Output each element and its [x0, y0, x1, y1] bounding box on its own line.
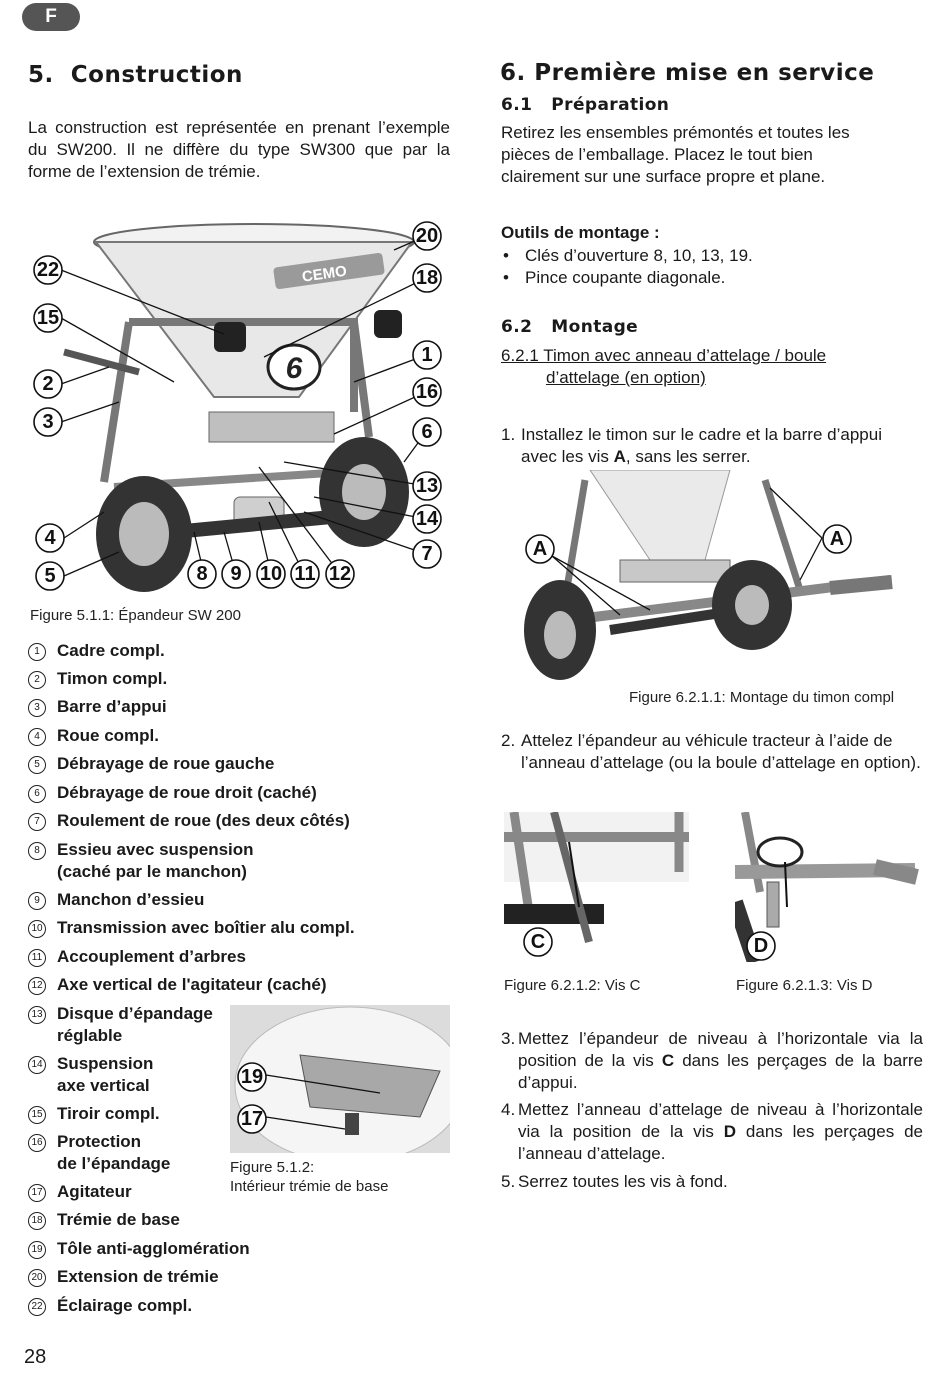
- subsection-title: Montage: [551, 317, 639, 337]
- subsection-title: Préparation: [551, 95, 670, 115]
- subsection-number: 6.1: [501, 95, 533, 115]
- step-text: , sans les serrer.: [625, 447, 751, 466]
- part-number: 15: [28, 1106, 46, 1124]
- figure-screw-d: [735, 812, 920, 962]
- list-item: [28, 1266, 458, 1295]
- callout: C: [530, 931, 546, 953]
- part-number: 4: [28, 728, 46, 746]
- part-number: 1: [28, 643, 46, 661]
- list-item: [28, 725, 458, 753]
- callout: 17: [240, 1108, 264, 1130]
- page-number: 28: [24, 1346, 47, 1368]
- figure-screw-c: [504, 812, 689, 962]
- part-label: Barre d’appui: [57, 697, 167, 716]
- subsection-number: 6.2: [501, 317, 533, 337]
- spreader-illustration: [24, 212, 454, 602]
- part-number: 5: [28, 756, 46, 774]
- list-item: [28, 1238, 458, 1266]
- part-number: 18: [28, 1212, 46, 1230]
- figure-hopper-interior: [230, 1005, 450, 1153]
- screw-c-illustration: [504, 812, 689, 962]
- subsection-6-1-heading: [501, 95, 669, 115]
- callout: 18: [415, 267, 439, 289]
- step-4: [501, 1099, 923, 1165]
- callout: 16: [415, 381, 439, 403]
- step-bold: D: [723, 1122, 737, 1141]
- step-number: 1.: [501, 425, 516, 444]
- hopper-interior-illustration: [230, 1005, 450, 1153]
- callout: 2: [42, 373, 54, 395]
- part-label: Transmission avec boîtier alu compl.: [57, 918, 355, 937]
- section-6-number: 6.: [500, 60, 526, 86]
- caption-line: Figure 5.1.2:: [230, 1159, 315, 1176]
- part-number: 19: [28, 1241, 46, 1259]
- callout: 4: [44, 527, 56, 549]
- part-number: 17: [28, 1184, 46, 1202]
- callout: 9: [230, 563, 242, 585]
- part-number: 13: [28, 1006, 46, 1024]
- section-5-heading: [28, 62, 243, 88]
- part-label: Débrayage de roue gauche: [57, 754, 275, 773]
- parts-list: [28, 640, 458, 1323]
- step-text: dans les perçages de la barre d’appui.: [518, 1051, 924, 1092]
- part-label: Manchon d’essieu: [57, 890, 205, 909]
- section-6-title: Première mise en service: [534, 60, 875, 86]
- figure-6-2-1-1-caption: Figure 6.2.1.1: Montage du timon compl: [629, 689, 895, 706]
- step-text: Installez le timon sur le cadre et la barre d’appui avec les vis: [521, 425, 882, 466]
- callout: 3: [42, 411, 54, 433]
- section-6-heading: [500, 60, 874, 86]
- callout: 20: [415, 225, 439, 247]
- language-badge: F: [22, 3, 80, 31]
- part-label: Extension de trémie: [57, 1267, 219, 1286]
- callout: 6: [421, 421, 433, 443]
- section-5-intro: La construction est représentée en prenant l’exemple du SW200. Il ne diffère du type SW300 que par la forme de l’extension de trémie.: [28, 118, 450, 181]
- list-item: [28, 810, 458, 839]
- callout: 13: [415, 475, 439, 497]
- callout: 11: [294, 563, 316, 585]
- callout: 19: [240, 1066, 264, 1088]
- part-label: Débrayage de roue droit (caché): [57, 783, 317, 802]
- part-number: 3: [28, 699, 46, 717]
- part-label: Essieu avec suspension: [57, 840, 254, 859]
- part-label: Cadre compl.: [57, 641, 165, 660]
- part-number: 9: [28, 892, 46, 910]
- part-label: Agitateur: [57, 1182, 132, 1201]
- part-number: 16: [28, 1134, 46, 1152]
- part-label: Accouplement d’arbres: [57, 947, 246, 966]
- part-label: Axe vertical de l'agitateur (caché): [57, 975, 327, 994]
- step-text: dans les perçages de l’anneau d’attelage.: [518, 1122, 923, 1163]
- step-number: 4.: [501, 1100, 516, 1119]
- part-label: Tiroir compl.: [57, 1104, 160, 1123]
- figure-5-1-1-caption: Figure 5.1.1: Épandeur SW 200: [30, 607, 241, 624]
- part-number: 22: [28, 1298, 46, 1316]
- part-number: 14: [28, 1056, 46, 1074]
- figure-5-1-2-caption: [230, 1158, 388, 1196]
- screw-d-illustration: [735, 812, 920, 962]
- part-number: 20: [28, 1269, 46, 1287]
- step-1: [501, 424, 921, 468]
- heading-line: d’attelage (en option): [546, 368, 706, 387]
- section-5-number: 5.: [28, 62, 54, 88]
- step-number: 3.: [501, 1029, 516, 1048]
- step-bold: C: [661, 1051, 675, 1070]
- list-item: [28, 696, 458, 725]
- list-item: [28, 889, 458, 917]
- callout: 14: [415, 508, 439, 530]
- part-label-line2: axe vertical: [57, 1076, 150, 1095]
- figure-6-2-1-2-caption: Figure 6.2.1.2: Vis C: [504, 977, 641, 994]
- part-number: 11: [28, 949, 46, 967]
- figure-6-2-1-3-caption: Figure 6.2.1.3: Vis D: [736, 977, 873, 994]
- part-label: Éclairage compl.: [57, 1296, 193, 1315]
- step-number: 2.: [501, 731, 516, 750]
- step-text: Serrez toutes les vis à fond.: [518, 1172, 728, 1191]
- list-item: [28, 1209, 458, 1238]
- subsection-6-2-heading: [501, 317, 638, 337]
- part-label: Timon compl.: [57, 669, 168, 688]
- preparation-text: Retirez les ensembles prémontés et toutes les pièces de l’emballage. Placez le tout bien clairement sur une surface propre et plane.: [501, 123, 850, 186]
- part-number: 7: [28, 813, 46, 831]
- callout: 7: [421, 543, 433, 565]
- part-label-line2: (caché par le manchon): [57, 862, 247, 881]
- step-2: [501, 730, 921, 774]
- callout: D: [753, 935, 769, 957]
- step-5: [501, 1171, 923, 1193]
- list-item: [28, 1295, 458, 1323]
- heading-line: 6.2.1 Timon avec anneau d’attelage / boule: [501, 346, 827, 365]
- part-label: Trémie de base: [57, 1210, 180, 1229]
- figure-spreader-sw200: [24, 212, 454, 602]
- step-3: [501, 1028, 923, 1094]
- part-label: Tôle anti-agglomération: [57, 1239, 250, 1258]
- part-label-line2: réglable: [57, 1026, 123, 1045]
- figure-drawbar-assembly: [500, 470, 900, 688]
- caption-line: Intérieur trémie de base: [230, 1178, 389, 1195]
- part-number: 2: [28, 671, 46, 689]
- drawbar-assembly-illustration: [500, 470, 900, 688]
- section-5-title: Construction: [70, 62, 243, 88]
- callout: 8: [196, 563, 208, 585]
- svg-text:6: 6: [285, 352, 303, 385]
- callout: 15: [36, 307, 60, 329]
- step-number: 5.: [501, 1172, 516, 1191]
- step-text: Mettez l’épandeur de niveau à l’horizontale via la position de la vis: [518, 1029, 923, 1070]
- list-item: [28, 974, 458, 1003]
- list-item: • Pince coupante diagonale.: [501, 267, 901, 289]
- list-item: [28, 753, 458, 782]
- part-label-line2: de l’épandage: [57, 1154, 171, 1173]
- brand-label: CEMO: [300, 262, 348, 286]
- callout: 10: [259, 563, 283, 585]
- part-label: Roulement de roue (des deux côtés): [57, 811, 350, 830]
- list-item: [28, 640, 458, 668]
- list-item: • Clés d’ouverture 8, 10, 13, 19.: [501, 245, 901, 267]
- part-number: 6: [28, 785, 46, 803]
- callout: A: [532, 538, 548, 560]
- callout: 5: [44, 565, 56, 587]
- step-text: Mettez l’anneau d’attelage de niveau à l’horizontale via la position de la vis: [518, 1100, 923, 1141]
- list-item: [28, 668, 458, 696]
- list-item: [28, 917, 458, 946]
- callout: 1: [421, 344, 433, 366]
- step-text: Attelez l’épandeur au véhicule tracteur à l’aide de l’anneau d’attelage (ou la boule d’attelage en option).: [521, 731, 921, 772]
- part-number: 8: [28, 842, 46, 860]
- part-label: Suspension: [57, 1054, 154, 1073]
- callout: A: [829, 528, 845, 550]
- list-item: [28, 782, 458, 810]
- subsection-6-2-1-heading: [501, 345, 901, 389]
- callout: 22: [36, 259, 60, 281]
- part-label: Disque d’épandage: [57, 1004, 213, 1023]
- list-item: [28, 839, 458, 889]
- callout: 12: [328, 563, 352, 585]
- step-bold: A: [613, 447, 626, 466]
- list-item: [28, 946, 458, 974]
- part-label: Roue compl.: [57, 726, 160, 745]
- tools-title: Outils de montage :: [501, 223, 660, 242]
- part-label: Protection: [57, 1132, 142, 1151]
- tools-list: [501, 245, 901, 289]
- part-number: 12: [28, 977, 46, 995]
- part-number: 10: [28, 920, 46, 938]
